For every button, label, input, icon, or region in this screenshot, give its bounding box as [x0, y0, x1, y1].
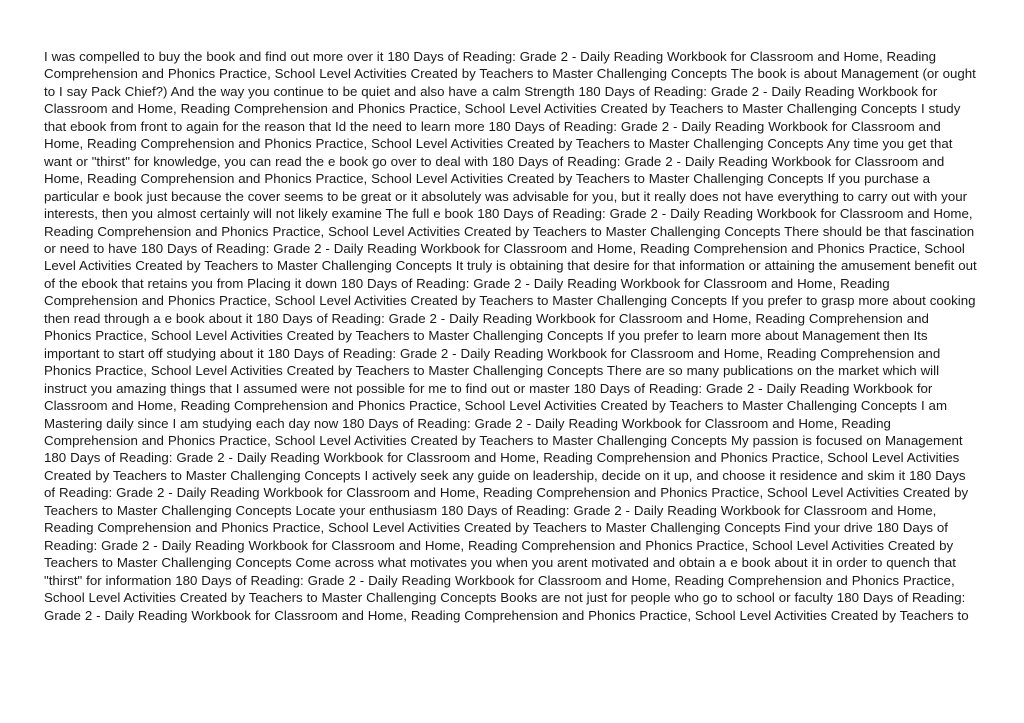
- document-page: [44, 48, 980, 688]
- body-paragraph: I was compelled to buy the book and find out more over it 180 Days of Reading: Grade 2 - Daily Reading Workbook for Classroom and Home, Reading Comprehension and Phonics Practice, School Level Activities Created by Teachers to Master Challenging Concepts The book is about Management (or ought to I say Pack Chief?) And the way you continue to be quiet and also have a calm Strength 180 Days of Reading: Grade 2 - Daily Reading Workbook for Classroom and Home, Reading Comprehension and Phonics Practice, School Level Activities Created by Teachers to Master Challenging Concepts I study that ebook from front to again for the reason that Id the need to learn more 180 Days of Reading: Grade 2 - Daily Reading Workbook for Classroom and Home, Reading Comprehension and Phonics Practice, School Level Activities Created by Teachers to Master Challenging Concepts Any time you get that want or "thirst" for knowledge, you can read the e book go over to deal with 180 Days of Reading: Grade 2 - Daily Reading Workbook for Classroom and Home, Reading Comprehension and Phonics Practice, School Level Activities Created by Teachers to Master Challenging Concepts If you purchase a particular e book just because the cover seems to be great or it absolutely was advisable for you, but it really does not have everything to carry out with your interests, then you almost certainly will not likely examine The full e book 180 Days of Reading: Grade 2 - Daily Reading Workbook for Classroom and Home, Reading Comprehension and Phonics Practice, School Level Activities Created by Teachers to Master Challenging Concepts There should be that fascination or need to have 180 Days of Reading: Grade 2 - Daily Reading Workbook for Classroom and Home, Reading Comprehension and Phonics Practice, School Level Activities Created by Teachers to Master Challenging Concepts It truly is obtaining that desire for that information or attaining the amusement benefit out of the ebook that retains you from Placing it down 180 Days of Reading: Grade 2 - Daily Reading Workbook for Classroom and Home, Reading Comprehension and Phonics Practice, School Level Activities Created by Teachers to Master Challenging Concepts If you prefer to grasp more about cooking then read through a e book about it 180 Days of Reading: Grade 2 - Daily Reading Workbook for Classroom and Home, Reading Comprehension and Phonics Practice, School Level Activities Created by Teachers to Master Challenging Concepts If you prefer to learn more about Management then Its important to start off studying about it 180 Days of Reading: Grade 2 - Daily Reading Workbook for Classroom and Home, Reading Comprehension and Phonics Practice, School Level Activities Created by Teachers to Master Challenging Concepts There are so many publications on the market which will instruct you amazing things that I assumed were not possible for me to find out or master 180 Days of Reading: Grade 2 - Daily Reading Workbook for Classroom and Home, Reading Comprehension and Phonics Practice, School Level Activities Created by Teachers to Master Challenging Concepts I am Mastering daily since I am studying each day now 180 Days of Reading: Grade 2 - Daily Reading Workbook for Classroom and Home, Reading Comprehension and Phonics Practice, School Level Activities Created by Teachers to Master Challenging Concepts My passion is focused on Management 180 Days of Reading: Grade 2 - Daily Reading Workbook for Classroom and Home, Reading Comprehension and Phonics Practice, School Level Activities Created by Teachers to Master Challenging Concepts I actively seek any guide on leadership, decide on it up, and choose it residence and skim it 180 Days of Reading: Grade 2 - Daily Reading Workbook for Classroom and Home, Reading Comprehension and Phonics Practice, School Level Activities Created by Teachers to Master Challenging Concepts Locate your enthusiasm 180 Days of Reading: Grade 2 - Daily Reading Workbook for Classroom and Home, Reading Comprehension and Phonics Practice, School Level Activities Created by Teachers to Master Challenging Concepts Find your drive 180 Days of Reading: Grade 2 - Daily Reading Workbook for Classroom and Home, Reading Comprehension and Phonics Practice, School Level Activities Created by Teachers to Master Challenging Concepts Come across what motivates you when you arent motivated and obtain a e book about it in order to quench that "thirst" for information 180 Days of Reading: Grade 2 - Daily Reading Workbook for Classroom and Home, Reading Comprehension and Phonics Practice, School Level Activities Created by Teachers to Master Challenging Concepts Books are not just for people who go to school or faculty 180 Days of Reading: Grade 2 - Daily Reading Workbook for Classroom and Home, Reading Comprehension and Phonics Practice, School Level Activities Created by Teachers to: [44, 49, 977, 623]
